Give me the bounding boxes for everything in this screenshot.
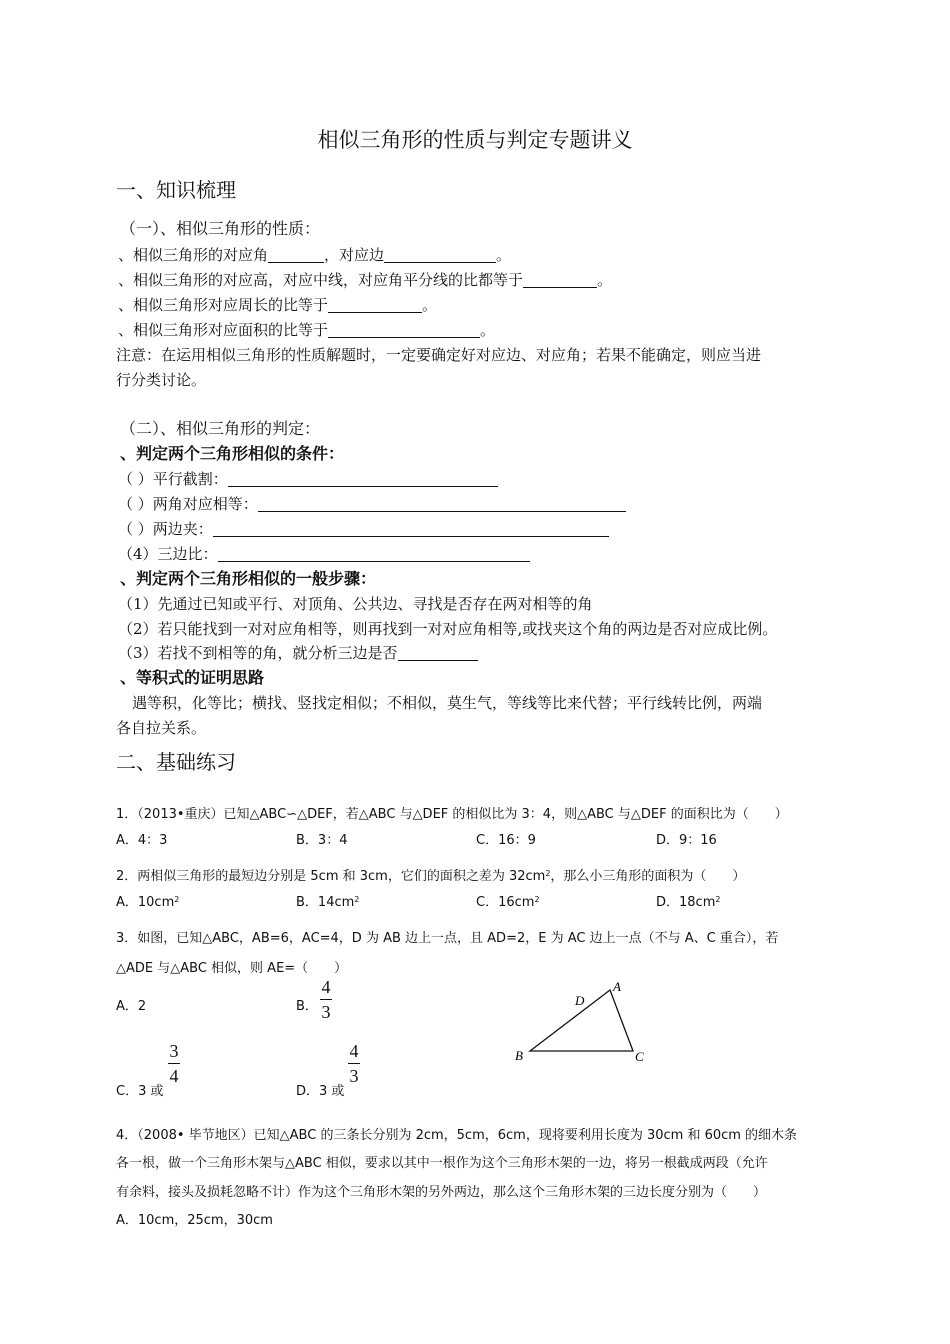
condition-2-label: （ ）两角对应相等： [118, 495, 258, 513]
properties-heading: （一）、相似三角形的性质： [120, 219, 321, 238]
property-2-end: 。 [597, 271, 613, 289]
fraction-bar [168, 1063, 180, 1064]
vertex-label-a: A [613, 979, 621, 994]
property-1-text: 、相似三角形的对应角 [118, 246, 269, 264]
q1-option-d[interactable]: D．9：16 [656, 833, 717, 848]
condition-4 [118, 543, 530, 564]
step-3-text: （3）若找不到相等的角，就分析三边是否 [118, 644, 398, 662]
vertex-label-c: C [635, 1049, 644, 1064]
proof-heading: 、等积式的证明思路 [120, 668, 265, 687]
property-line-1 [118, 244, 511, 265]
q2-option-a[interactable] [116, 891, 179, 910]
condition-3 [118, 518, 609, 539]
unit-superscript: 2 [534, 895, 540, 904]
unit-superscript: 2 [715, 895, 721, 904]
question-3-stem-1: 3．如图，已知△ABC，AB=6，AC=4，D 为 AB 边上一点，且 AD=2，E 为 AC 边上一点（不与 A、C 重合），若 [116, 931, 779, 946]
q3-option-a[interactable]: A．2 [116, 999, 147, 1014]
proof-line-2: 各自拉关系。 [116, 719, 207, 737]
q1-option-a[interactable]: A．4：3 [116, 833, 168, 848]
question-1-stem: 1．（2013•重庆）已知△ABC∽△DEF，若△ABC 与△DEF 的相似比为 3：4，则△ABC 与△DEF 的面积比为（ ） [116, 807, 788, 822]
q4-option-a[interactable]: A．10cm，25cm，30cm [116, 1213, 273, 1228]
question-2-stem [116, 865, 745, 884]
q2-option-a-text: A．10cm [116, 895, 175, 910]
question-4-line-2: 各一根，做一个三角形木架与△ABC 相似，要求以其中一根作为这个三角形木架的一边，将另一根截成两段（允许 [116, 1156, 768, 1171]
q2-option-c[interactable] [476, 891, 540, 910]
answer-blank[interactable] [398, 645, 478, 661]
point-label-d: D [575, 993, 585, 1008]
condition-4-label: （4）三边比： [118, 545, 218, 563]
step-1: （1）先通过已知或平行、对顶角、公共边、寻找是否存在两对相等的角 [118, 595, 593, 613]
property-4-text: 、相似三角形对应面积的比等于 [118, 321, 329, 339]
answer-blank[interactable] [384, 247, 496, 263]
property-line-2 [118, 269, 612, 290]
property-3-end: 。 [422, 296, 438, 314]
condition-1 [118, 468, 498, 489]
property-2-text: 、相似三角形的对应高，对应中线，对应角平分线的比都等于 [118, 271, 524, 289]
q2-option-b[interactable] [296, 891, 359, 910]
page-title: 相似三角形的性质与判定专题讲义 [317, 128, 633, 152]
q3-option-c-fraction [168, 1040, 180, 1087]
q2-stem-end: ，那么小三角形的面积为（ ） [550, 869, 746, 884]
question-4-line-3: 有余料，接头及损耗忽略不计）作为这个三角形木架的另外两边，那么这个三角形木架的三边长度分别为（ ） [116, 1185, 767, 1200]
answer-blank[interactable] [328, 297, 422, 313]
q3-option-b-fraction [320, 976, 332, 1023]
section-heading-knowledge: 一、知识梳理 [116, 178, 236, 202]
fraction-bar [320, 999, 332, 1000]
fraction-numerator: 4 [321, 977, 331, 997]
question-4-line-1: 4．（2008• 毕节地区）已知△ABC 的三条长分别为 2cm，5cm，6cm，现将要利用长度为 30cm 和 60cm 的细木条 [116, 1128, 798, 1143]
condition-2 [118, 493, 626, 514]
question-3-stem-2: △ADE 与△ABC 相似，则 AE=（ ） [116, 961, 348, 976]
step-3 [118, 642, 478, 663]
property-4-end: 。 [480, 321, 496, 339]
unit-superscript: 2 [174, 895, 180, 904]
answer-blank[interactable] [258, 496, 626, 512]
q1-option-c[interactable]: C．16：9 [476, 833, 536, 848]
answer-blank[interactable] [213, 521, 609, 537]
q2-option-d[interactable] [656, 891, 720, 910]
answer-blank[interactable] [268, 247, 324, 263]
q3-option-d[interactable]: D．3 或 [296, 1084, 345, 1099]
answer-blank[interactable] [523, 272, 597, 288]
answer-blank[interactable] [218, 546, 530, 562]
note-line-2: 行分类讨论。 [116, 371, 207, 389]
fraction-denominator: 3 [349, 1066, 359, 1086]
fraction-denominator: 3 [321, 1002, 331, 1022]
step-2: （2）若只能找到一对对应角相等，则再找到一对对应角相等,或找夹这个角的两边是否对应成比例。 [118, 620, 778, 638]
property-1-text-b: ，对应边 [324, 246, 385, 264]
fraction-denominator: 4 [169, 1066, 179, 1086]
unit-superscript: 2 [354, 895, 360, 904]
conditions-heading: 、判定两个三角形相似的条件： [120, 444, 345, 463]
fraction-bar [348, 1063, 360, 1064]
fraction-numerator: 4 [349, 1041, 359, 1061]
proof-line-1: 遇等积，化等比；横找、竖找定相似；不相似，莫生气，等线等比来代替；平行线转比例，两端 [132, 694, 763, 712]
q3-option-d-fraction [348, 1040, 360, 1087]
fraction-numerator: 3 [169, 1041, 179, 1061]
q2-option-d-text: D．18cm [656, 895, 716, 910]
property-1-end: 。 [496, 246, 512, 264]
q1-option-b[interactable]: B．3：4 [296, 833, 348, 848]
q3-option-b[interactable]: B． [296, 999, 318, 1014]
judgement-heading: （二）、相似三角形的判定： [120, 419, 321, 438]
property-line-4 [118, 319, 495, 340]
condition-3-label: （ ）两边夹： [118, 520, 213, 538]
property-3-text: 、相似三角形对应周长的比等于 [118, 296, 329, 314]
condition-1-label: （ ）平行截割： [118, 470, 228, 488]
vertex-label-b: B [515, 1048, 523, 1063]
q2-superscript: 2 [545, 869, 551, 878]
answer-blank[interactable] [328, 322, 480, 338]
steps-heading: 、判定两个三角形相似的一般步骤： [120, 569, 377, 588]
q2-option-b-text: B．14cm [296, 895, 355, 910]
answer-blank[interactable] [228, 471, 498, 487]
property-line-3 [118, 294, 437, 315]
note-line-1: 注意：在运用相似三角形的性质解题时，一定要确定好对应边、对应角；若果不能确定，则应当进 [116, 346, 762, 364]
q2-stem-text: 2．两相似三角形的最短边分别是 5cm 和 3cm，它们的面积之差为 32cm [116, 869, 546, 884]
q3-option-c[interactable]: C．3 或 [116, 1084, 164, 1099]
section-heading-practice: 二、基础练习 [116, 750, 236, 774]
q2-option-c-text: C．16cm [476, 895, 535, 910]
triangle-figure [505, 975, 655, 1070]
